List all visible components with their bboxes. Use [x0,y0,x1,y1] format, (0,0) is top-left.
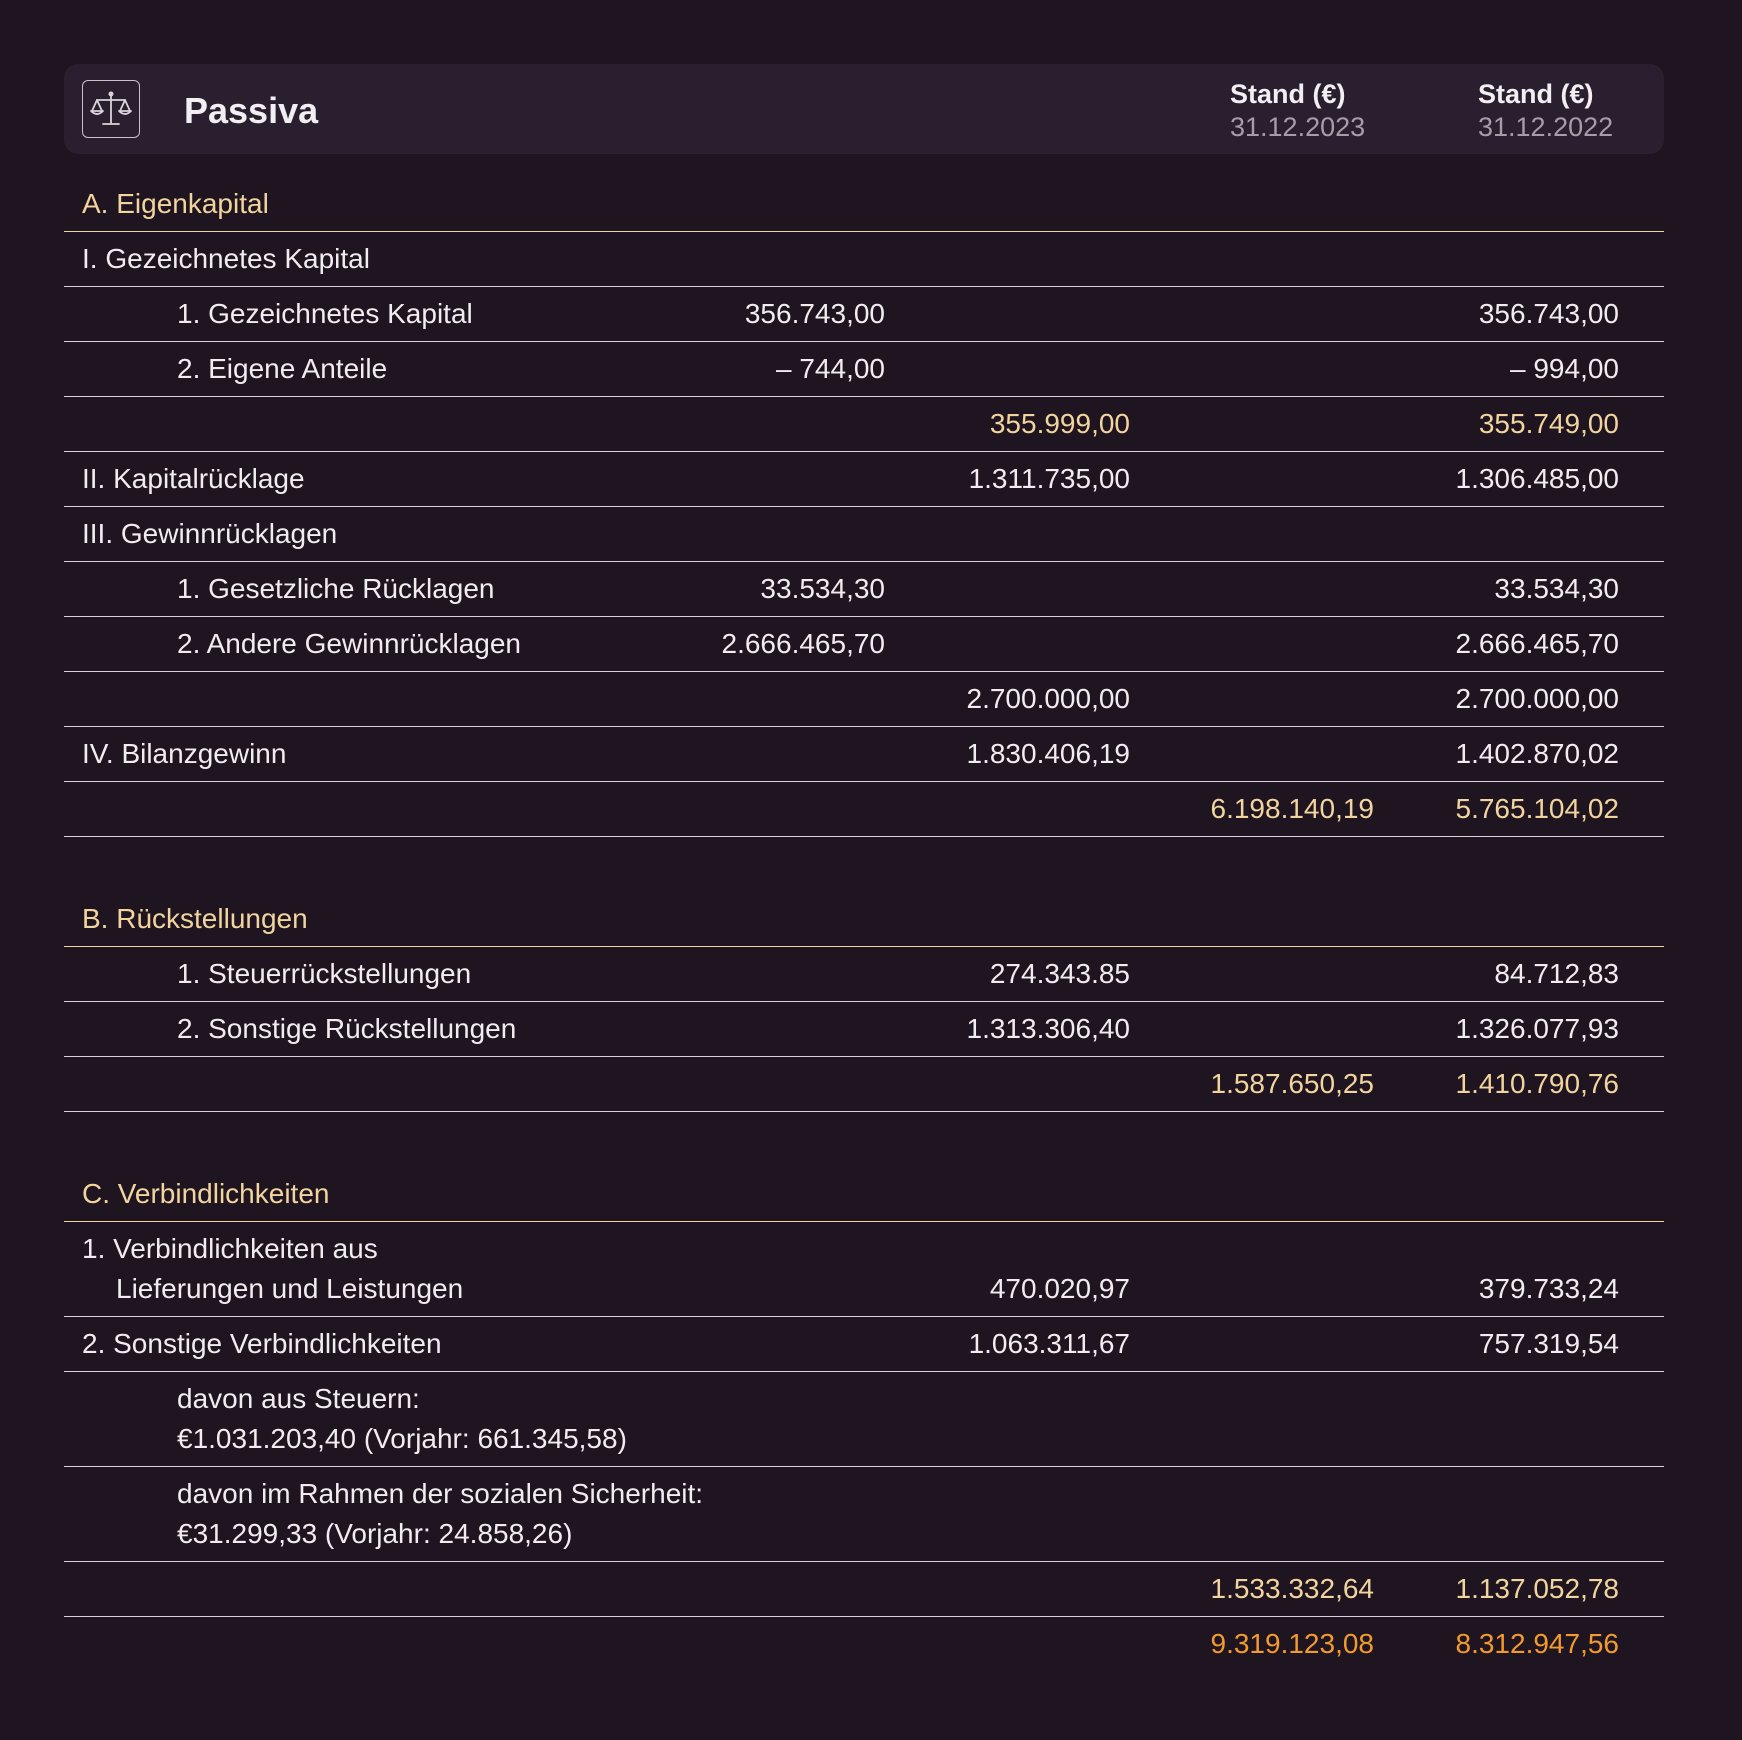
table-row [64,287,1664,342]
grand-total: 9.319.123,08 [1210,1628,1374,1659]
row-current: 1.311.735,00 [968,463,1130,494]
table-row [64,507,1664,562]
page-title: Passiva [184,90,319,131]
row-current: 1.830.406,19 [966,738,1130,769]
note-line1: davon im Rahmen der sozialen Sicherheit: [177,1478,704,1509]
row-label: 1. Steuerrückstellungen [177,958,472,989]
grand-total-row [64,1617,1664,1672]
section-total-prior: 5.765.104,02 [1455,793,1619,824]
column-header-label: Stand (€) [1478,79,1594,109]
row-prior: 379.733,24 [1478,1273,1619,1304]
section-total: 1.587.650,25 [1210,1068,1374,1099]
note-text [177,1384,627,1454]
row-label: 1. Gezeichnetes Kapital [177,298,473,329]
row-prior: 1.326.077,93 [1455,1013,1619,1044]
row-label: 2. Sonstige Rückstellungen [177,1013,517,1044]
table-row [64,727,1664,782]
row-prior: 2.666.465,70 [1455,628,1619,659]
table-row [64,1222,1664,1317]
row-current: 1.313.306,40 [966,1013,1130,1044]
table-row [64,452,1664,507]
note-line1: davon aus Steuern: [177,1383,420,1414]
section-total: 6.198.140,19 [1210,793,1374,824]
row-current: 470.020,97 [989,1273,1130,1304]
section-heading-rueckstellungen [64,892,1664,947]
row-label: 2. Andere Gewinnrücklagen [177,628,521,659]
row-label: 2. Eigene Anteile [177,353,388,384]
note-text [177,1479,703,1549]
column-header-2022 [1478,78,1638,144]
section-total-prior: 1.137.052,78 [1455,1573,1619,1604]
row-label: I. Gezeichnetes Kapital [82,243,370,274]
section-title: A. Eigenkapital [82,188,269,219]
note-line2: €1.031.203,40 (Vorjahr: 661.345,58) [177,1423,627,1454]
subtotal-current: 2.700.000,00 [966,683,1130,714]
section-title: B. Rückstellungen [82,903,308,934]
section-title: C. Verbindlichkeiten [82,1178,330,1209]
column-header-date: 31.12.2023 [1230,112,1366,142]
subtotal-prior: 2.700.000,00 [1455,683,1619,714]
subtotal-row [64,397,1664,452]
table-row [64,617,1664,672]
row-prior: – 994,00 [1510,353,1619,384]
note-row [64,1372,1664,1467]
column-header-label: Stand (€) [1230,79,1346,109]
section-total: 1.533.332,64 [1210,1573,1374,1604]
section-total-prior: 1.410.790,76 [1455,1068,1619,1099]
balance-scale-icon [82,80,140,138]
table-row [64,342,1664,397]
row-prior: 356.743,00 [1478,298,1619,329]
note-line2: €31.299,33 (Vorjahr: 24.858,26) [177,1518,573,1549]
row-label: III. Gewinnrücklagen [82,518,338,549]
row-prior: 1.402.870,02 [1455,738,1619,769]
row-current: 274.343.85 [989,958,1130,989]
column-header-2023 [1230,78,1390,144]
row-amount: 2.666.465,70 [721,628,885,659]
row-label: 2. Sonstige Verbindlichkeiten [82,1328,442,1359]
row-amount: – 744,00 [776,353,885,384]
row-prior: 1.306.485,00 [1455,463,1619,494]
section-total-row [64,1562,1664,1617]
subtotal-current: 355.999,00 [989,408,1130,439]
note-row [64,1467,1664,1562]
subtotal-row [64,672,1664,727]
row-label-line2: Lieferungen und Leistungen [116,1273,464,1304]
row-prior: 33.534,30 [1494,573,1619,604]
section-total-row [64,1057,1664,1112]
table-row [64,947,1664,1002]
table-row [64,562,1664,617]
column-header-date: 31.12.2022 [1478,112,1614,142]
section-heading-eigenkapital [64,177,1664,232]
grand-total-prior: 8.312.947,56 [1455,1628,1619,1659]
row-amount: 356.743,00 [744,298,885,329]
row-prior: 757.319,54 [1478,1328,1619,1359]
table-row [64,1002,1664,1057]
row-label: IV. Bilanzgewinn [82,738,287,769]
balance-sheet-passiva [64,64,1664,1659]
row-label: 1. Gesetzliche Rücklagen [177,573,495,604]
section-heading-verbindlichkeiten [64,1167,1664,1222]
row-label: II. Kapitalrücklage [82,463,305,494]
row-prior: 84.712,83 [1494,958,1619,989]
row-amount: 33.534,30 [760,573,885,604]
row-label [82,1234,463,1304]
table-header [64,64,1664,154]
table-row [64,232,1664,287]
table-row [64,1317,1664,1372]
subtotal-prior: 355.749,00 [1478,408,1619,439]
section-total-row [64,782,1664,837]
row-current: 1.063.311,67 [968,1328,1130,1359]
row-label-line1: 1. Verbindlichkeiten aus [82,1233,378,1264]
